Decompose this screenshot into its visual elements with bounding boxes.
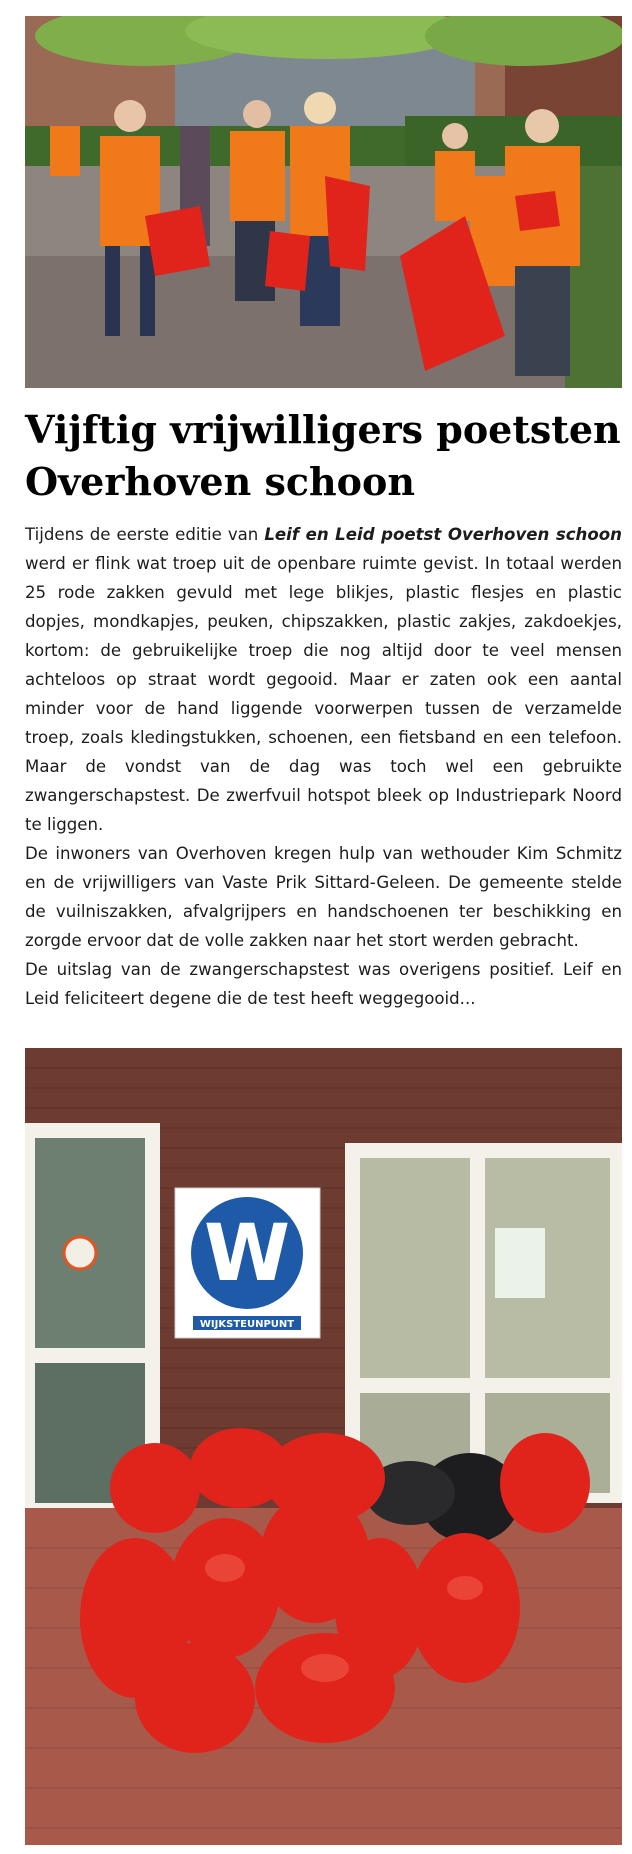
event-name: Leif en Leid poetst Overhoven schoon	[264, 525, 622, 544]
headline-line-1: Vijftig vrijwilligers poetsten	[25, 407, 621, 452]
article-paragraph-3: De uitslag van de zwangerschapstest was overigens positief. Leif en Leid feliciteert degene die de test heeft weggegooid...	[25, 960, 622, 1008]
paragraph-1-body: werd er flink wat troep uit de openbare ruimte gevist. In totaal werden 25 rode zakken gevuld met lege blikjes, plastic flesjes en plastic dopjes, mondkapjes, peuken, chipszakken, plastic zakjes, zakdoekjes, kortom: de gebruikelijke troep die nog altijd door te veel mensen achteloos op straat wordt gegooid. Maar er zaten ook een aantal minder voor de hand liggende voorwerpen tussen de verzamelde troep, zoals kledingstukken, schoenen, een fietsband en een telefoon. Maar de vondst van de dag was toch wel een gebruikte zwangerschapstest. De zwerfvuil hotspot bleek op Industriepark Noord te liggen.	[25, 554, 622, 834]
headline-line-2: Overhoven schoon	[25, 459, 415, 504]
article-paragraph-2: De inwoners van Overhoven kregen hulp van wethouder Kim Schmitz en de vrijwilligers van Vaste Prik Sittard-Geleen. De gemeente stelde de vuilniszakken, afvalgrijpers en handschoenen ter beschikking en zorgde ervoor dat de volle zakken naar het stort werden gebracht.	[25, 844, 622, 950]
paragraph-1-intro: Tijdens de eerste editie van	[25, 525, 265, 544]
article-paragraph-1	[25, 520, 622, 839]
photo-volunteers	[25, 16, 622, 388]
volunteers-illustration	[25, 16, 622, 388]
sign-letter: W	[203, 1209, 291, 1299]
sign-caption: WIJKSTEUNPUNT	[199, 1319, 295, 1330]
collected-bags-illustration	[25, 1048, 622, 1845]
article-body	[25, 520, 622, 1013]
photo-collected-bags	[25, 1048, 622, 1845]
article-headline	[25, 404, 625, 508]
